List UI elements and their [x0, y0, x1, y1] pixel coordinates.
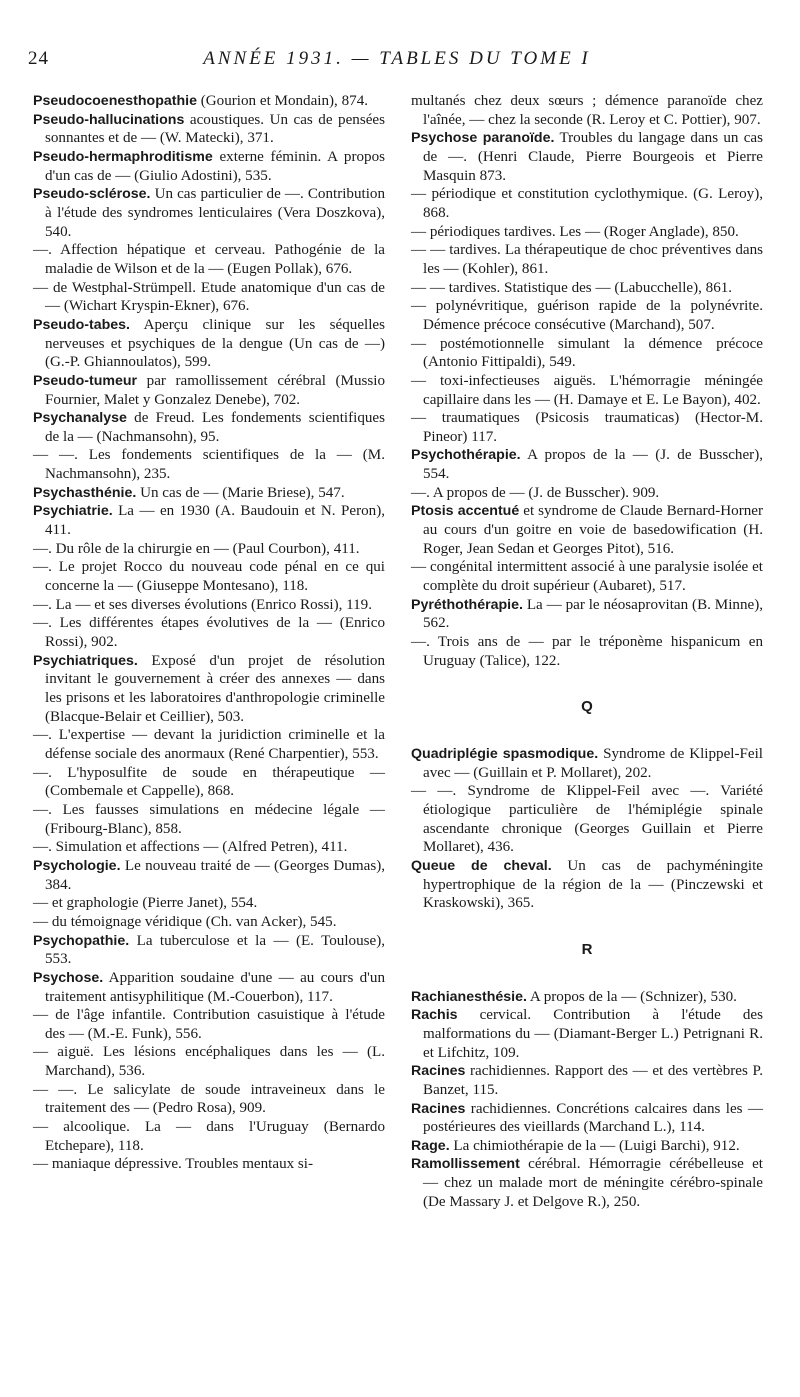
- index-entry: [411, 596, 763, 633]
- entry-headword: Psychologie.: [33, 857, 121, 874]
- entry-text: Apparition soudaine d'une — au cours d'un traitement antisyphilitique (M.-Couerbon), 117.: [45, 969, 385, 1005]
- entry-text: — —. Les fondements scientifiques de la — (M. Nachmansohn), 235.: [33, 447, 385, 483]
- entry-text: La chimiothérapie de la — (Luigi Barchi), 912.: [449, 1137, 740, 1154]
- entry-headword: Psychopathie.: [33, 932, 130, 949]
- entry-text: — —. Syndrome de Klippel-Feil avec —. Variété étiologique particulière de l'hémiplégie spinale ascendante chronique (Georges Guillain et Pierre Mollaret), 436.: [411, 783, 763, 856]
- running-title: ANNÉE 1931. — TABLES DU TOME I: [203, 48, 591, 69]
- index-entry: [411, 92, 763, 129]
- entry-text: de Freud. Les fondements scientifiques de la — (Nachmansohn), 95.: [45, 410, 385, 445]
- section-letter-q: Q: [581, 698, 593, 716]
- entry-text: rachidiennes. Rapport des — et des vertèbres P. Banzet, 115.: [423, 1063, 763, 1098]
- index-entry: [411, 1062, 763, 1099]
- entry-text: cervical. Contribution à l'étude des malformations du — (Diamant-Berger L.) Petrignani R. et Lifchitz, 109.: [423, 1007, 763, 1061]
- index-entry: [33, 279, 385, 316]
- index-entry: [411, 558, 763, 595]
- entry-text: La — en 1930 (A. Baudouin et N. Peron), 411.: [45, 503, 385, 539]
- entry-headword: Queue de cheval.: [411, 857, 552, 874]
- entry-text: A propos de la — (J. de Busscher), 554.: [423, 447, 763, 483]
- index-entry: [33, 540, 385, 559]
- entry-text: —. Le projet Rocco du nouveau code pénal en ce qui concerne la — (Giuseppe Montesano), 118.: [33, 559, 385, 595]
- index-entry: [411, 372, 763, 409]
- entry-text: — polynévritique, guérison rapide de la polynévrite. Démence précoce consécutive (Marchand), 507.: [411, 298, 763, 333]
- entry-text: La tuberculose et la — (E. Toulouse), 553.: [45, 932, 385, 968]
- entry-text: Exposé d'un projet de résolution invitant le gouvernement à créer des annexes — dans les prisons et les laboratoires d'anthropologie criminelle (Blacque-Belair et Ceillier), 503.: [45, 652, 385, 725]
- index-entry: [33, 111, 385, 148]
- entry-text: — postémotionnelle simulant la démence précoce (Antonio Fittipaldi), 549.: [411, 335, 763, 371]
- index-entry: [411, 129, 763, 185]
- index-entry: [33, 1081, 385, 1118]
- index-entry: [411, 633, 763, 670]
- right-column-q-entries: [411, 745, 763, 913]
- index-entry: [33, 969, 385, 1006]
- entry-text: Un cas particulier de —. Contribution à l'étude des syndromes lenticulaires (Vera Doszkova), 540.: [45, 186, 385, 240]
- entry-text: Troubles du langage dans un cas de —. (Henri Claude, Pierre Bourgeois et Pierre Masquin 873.: [423, 130, 763, 184]
- index-entry: [411, 241, 763, 278]
- index-entry: [33, 652, 385, 727]
- index-entry: [33, 185, 385, 241]
- index-entry: [33, 932, 385, 969]
- index-entry: [411, 297, 763, 334]
- entry-text: — — tardives. La thérapeutique de choc préventives dans les — (Kohler), 861.: [411, 242, 763, 277]
- entry-headword: Psychose paranoïde.: [411, 130, 555, 147]
- entry-headword: Racines: [411, 1063, 466, 1080]
- entry-headword: Psychanalyse: [33, 410, 127, 427]
- entry-text: —. Du rôle de la chirurgie en — (Paul Courbon), 411.: [33, 540, 360, 557]
- index-entry: [33, 1043, 385, 1080]
- entry-headword: Ptosis accentué: [411, 503, 520, 520]
- entry-text: — périodiques tardives. Les — (Roger Anglade), 850.: [411, 223, 739, 240]
- index-entry: [411, 1155, 763, 1211]
- entry-text: multanés chez deux sœurs ; démence paranoïde chez l'aînée, — chez la seconde (R. Leroy et C. Pottier), 907.: [411, 93, 763, 128]
- entry-text: Un cas de pachyméningite hypertrophique de la région de la — (Pinczewski et Kraskowski), 365.: [423, 857, 764, 912]
- entry-text: — —. Le salicylate de soude intraveineux dans le traitement des — (Pedro Rosa), 909.: [33, 1081, 385, 1117]
- index-entry: [33, 764, 385, 801]
- index-entry: [411, 1137, 763, 1156]
- index-entry: [33, 372, 385, 409]
- index-entry: [33, 409, 385, 446]
- index-entry: [33, 894, 385, 913]
- entry-text: —. Affection hépatique et cerveau. Pathogénie de la maladie de Wilson et de la — (Eugen Pollak), 676.: [33, 242, 385, 277]
- entry-text: —. A propos de — (J. de Busscher). 909.: [411, 484, 660, 501]
- entry-headword: Pseudo-sclérose.: [33, 186, 151, 203]
- index-entry: [33, 596, 385, 615]
- index-entry: [33, 148, 385, 185]
- entry-text: — traumatiques (Psicosis traumaticas) (Hector-M. Pineor) 117.: [411, 410, 763, 445]
- index-entry: [411, 409, 763, 446]
- entry-text: — aiguë. Les lésions encéphaliques dans les — (L. Marchand), 536.: [33, 1044, 385, 1080]
- entry-text: par ramollissement cérébral (Mussio Fournier, Malet y Gonzalez Denebe), 702.: [45, 372, 385, 408]
- entry-text: (Gourion et Mondain), 874.: [196, 93, 369, 109]
- index-entry: [411, 1100, 763, 1137]
- index-entry: [33, 913, 385, 932]
- entry-headword: Pseudo-hallucinations: [33, 111, 185, 128]
- entry-text: —. Les différentes étapes évolutives de la — (Enrico Rossi), 902.: [33, 615, 385, 651]
- index-entry: [411, 1006, 763, 1062]
- index-entry: [411, 988, 763, 1007]
- entry-text: — alcoolique. La — dans l'Uruguay (Bernardo Etchepare), 118.: [33, 1119, 385, 1154]
- entry-headword: Rachianesthésie.: [411, 988, 527, 1005]
- index-entry: [33, 801, 385, 838]
- entry-headword: Pyréthothérapie.: [411, 596, 523, 613]
- entry-headword: Psychiatrie.: [33, 503, 113, 520]
- index-entry: [411, 745, 763, 782]
- entry-headword: Quadriplégie spasmodique.: [411, 746, 599, 762]
- entry-headword: Pseudo-hermaphroditisme: [33, 148, 213, 165]
- index-entry: [411, 223, 763, 242]
- index-entry: [411, 782, 763, 857]
- index-entry: [411, 185, 763, 222]
- entry-text: — périodique et constitution cyclothymique. (G. Leroy), 868.: [411, 186, 763, 221]
- entry-headword: Psychiatriques.: [33, 652, 138, 669]
- index-entry: [411, 502, 763, 558]
- index-entry: [33, 316, 385, 372]
- index-entry: [33, 1118, 385, 1155]
- entry-headword: Rachis: [411, 1007, 458, 1024]
- entry-text: — — tardives. Statistique des — (Labucchelle), 861.: [411, 279, 733, 296]
- index-entry: [33, 857, 385, 894]
- index-entry: [33, 558, 385, 595]
- entry-text: — du témoignage véridique (Ch. van Acker), 545.: [33, 913, 337, 930]
- index-entry: [33, 726, 385, 763]
- entry-text: — maniaque dépressive. Troubles mentaux si-: [33, 1156, 314, 1173]
- entry-headword: Psychose.: [33, 969, 104, 986]
- index-entry: [411, 446, 763, 483]
- entry-text: La — par le néosaprovitan (B. Minne), 562.: [423, 596, 763, 632]
- entry-text: acoustiques. Un cas de pensées sonnantes et de — (W. Matecki), 371.: [45, 111, 385, 147]
- index-entry: [411, 857, 763, 913]
- index-entry: [33, 502, 385, 539]
- entry-headword: Ramollissement: [411, 1156, 520, 1173]
- entry-headword: Pseudocoenesthopathie: [33, 93, 197, 109]
- page-number: 24: [28, 48, 49, 69]
- entry-text: — de l'âge infantile. Contribution casuistique à l'étude des — (M.-E. Funk), 556.: [33, 1007, 385, 1042]
- entry-headword: Psychothérapie.: [411, 447, 521, 464]
- index-entry: [33, 838, 385, 857]
- index-entry: [33, 614, 385, 651]
- entry-text: —. Les fausses simulations en médecine légale — (Fribourg-Blanc), 858.: [33, 801, 385, 837]
- page-header: [28, 48, 766, 74]
- right-column-r-entries: [411, 988, 763, 1212]
- entry-text: A propos de la — (Schnizer), 530.: [526, 988, 737, 1005]
- entry-text: Un cas de — (Marie Briese), 547.: [136, 484, 345, 501]
- entry-text: —. L'expertise — devant la juridiction criminelle et la défense sociale des anormaux (René Charpentier), 553.: [33, 727, 385, 762]
- entry-text: cérébral. Hémorragie cérébelleuse et — chez un malade mort de méningite cérébro-spinale (De Massary J. et Delgove R.), 250.: [423, 1156, 763, 1210]
- right-column-p-entries: [411, 92, 763, 670]
- entry-text: Syndrome de Klippel-Feil avec — (Guillain et P. Mollaret), 202.: [423, 746, 763, 781]
- entry-text: rachidiennes. Concrétions calcaires dans les — postérieures des vieillards (Marchand L.), 114.: [423, 1100, 763, 1136]
- index-entry: [411, 335, 763, 372]
- section-letter-r: R: [581, 940, 593, 958]
- index-entry: [33, 1155, 385, 1174]
- entry-text: Aperçu clinique sur les séquelles nerveuses et psychiques de la dengue (Un cas de —) (G.-P. Ghiannoulatos), 599.: [45, 316, 385, 371]
- entry-headword: Pseudo-tumeur: [33, 372, 138, 389]
- left-column: [33, 92, 385, 1174]
- entry-text: —. La — et ses diverses évolutions (Enrico Rossi), 119.: [33, 596, 372, 613]
- entry-text: — et graphologie (Pierre Janet), 554.: [33, 895, 258, 912]
- entry-text: Le nouveau traité de — (Georges Dumas), 384.: [45, 857, 385, 893]
- entry-headword: Racines: [411, 1100, 466, 1117]
- entry-headword: Rage.: [411, 1137, 450, 1154]
- index-entry: [411, 484, 763, 503]
- right-column: [411, 92, 763, 1211]
- index-entry: [33, 446, 385, 483]
- entry-text: externe féminin. A propos d'un cas de — (Giulio Adostini), 535.: [45, 148, 385, 184]
- entry-text: et syndrome de Claude Bernard-Horner au cours d'un goitre en voie de basedowification (H. Roger, Jean Sedan et Georges Pitot), 516.: [423, 503, 764, 557]
- index-entry: [33, 484, 385, 503]
- entry-text: — toxi-infectieuses aiguës. L'hémorragie méningée capillaire dans les — (H. Damaye et E. Le Bayon), 402.: [411, 372, 763, 408]
- entry-headword: Pseudo-tabes.: [33, 316, 130, 333]
- entry-text: —. Simulation et affections — (Alfred Petren), 411.: [33, 839, 348, 856]
- index-entry: [411, 279, 763, 298]
- index-entry: [33, 92, 385, 111]
- index-entry: [33, 1006, 385, 1043]
- index-entry: [33, 241, 385, 278]
- entry-text: —. Trois ans de — par le tréponème hispanicum en Uruguay (Talice), 122.: [411, 634, 763, 669]
- entry-text: —. L'hyposulfite de soude en thérapeutique — (Combemale et Cappelle), 868.: [33, 764, 385, 800]
- entry-text: — congénital intermittent associé à une paralysie isolée et complète du droit supérieur (Aubaret), 517.: [411, 559, 763, 595]
- entry-headword: Psychasthénie.: [33, 484, 137, 501]
- entry-text: — de Westphal-Strümpell. Etude anatomique d'un cas de — (Wichart Kryspin-Ekner), 676.: [33, 279, 385, 315]
